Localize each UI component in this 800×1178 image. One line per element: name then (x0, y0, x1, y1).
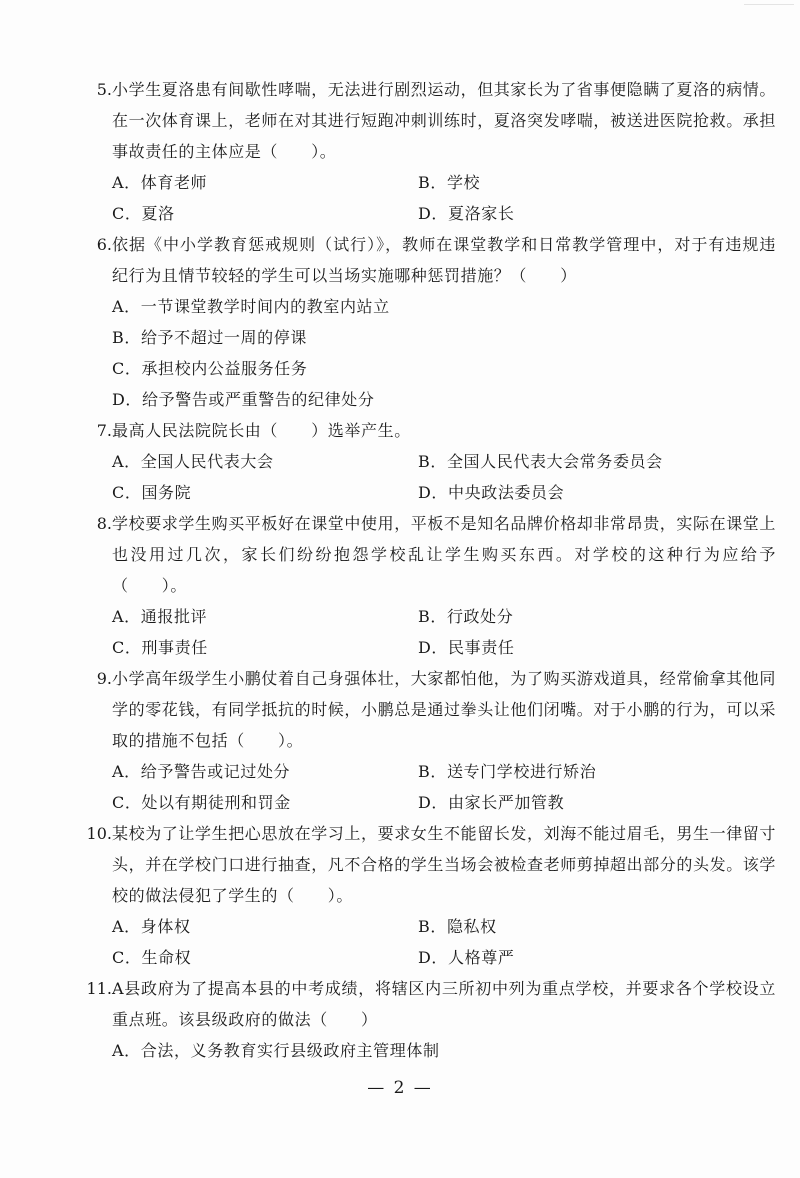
question-8 (86, 508, 776, 663)
question-number: 11. (86, 979, 112, 998)
option-list (112, 911, 776, 973)
option-a: A．给予警告或记过处分 (112, 762, 291, 781)
question-number: 10. (86, 824, 112, 843)
question-stem: 某校为了让学生把心思放在学习上，要求女生不能留长发，刘海不能过眉毛，男生一律留寸头，并在学校门口进行抽查，凡不合格的学生当场会被检查老师剪掉超出部分的头发。该学校的做法侵犯了学生的（ ）。 (112, 824, 777, 905)
option-list (112, 1035, 776, 1066)
option-d: D．民事责任 (418, 638, 515, 657)
question-stem: 小学高年级学生小鹏仗着自己身强体壮，大家都怕他，为了购买游戏道具，经常偷拿其他同学的零花钱，有同学抵抗的时候，小鹏总是通过拳头让他们闭嘴。对于小鹏的行为，可以采取的措施不包括（ ）。 (112, 669, 777, 750)
option-c: C．承担校内公益服务任务 (112, 359, 308, 378)
option-a: A．合法，义务教育实行县级政府主管理体制 (112, 1041, 440, 1060)
question-7 (86, 415, 776, 508)
option-list (112, 601, 776, 663)
option-b: B．全国人民代表大会常务委员会 (418, 452, 663, 471)
question-10 (86, 818, 776, 973)
question-number: 9. (96, 669, 112, 688)
question-stem: 依据《中小学教育惩戒规则（试行）》，教师在课堂教学和日常教学管理中，对于有违规违纪行为且情节较轻的学生可以当场实施哪种惩罚措施？（ ） (112, 235, 776, 285)
option-b: B．送专门学校进行矫治 (418, 762, 597, 781)
option-d: D．由家长严加管教 (418, 793, 565, 812)
option-list (112, 756, 776, 818)
question-stem: 最高人民法院院长由（ ）选举产生。 (112, 421, 411, 440)
option-a: A．全国人民代表大会 (112, 452, 274, 471)
option-d: D．中央政法委员会 (418, 483, 565, 502)
scan-edge-mark (744, 4, 794, 11)
question-number: 5. (96, 80, 112, 99)
question-number: 7. (96, 421, 112, 440)
question-9 (86, 663, 776, 818)
question-stem: 学校要求学生购买平板好在课堂中使用，平板不是知名品牌价格却非常昂贵，实际在课堂上也没用过几次，家长们纷纷抱怨学校乱让学生购买东西。对学校的这种行为应给予（ ）。 (112, 514, 777, 595)
question-5 (86, 74, 776, 229)
option-a: A．身体权 (112, 917, 191, 936)
question-6 (86, 229, 776, 415)
option-a: A．通报批评 (112, 607, 208, 626)
question-number: 6. (96, 235, 112, 254)
question-11 (86, 973, 776, 1066)
page-number: — 2 — (367, 1078, 433, 1098)
option-b: B．行政处分 (418, 607, 514, 626)
question-stem: A县政府为了提高本县的中考成绩，将辖区内三所初中列为重点学校，并要求各个学校设立重点班。该县级政府的做法（ ） (112, 979, 776, 1029)
option-c: C．刑事责任 (112, 638, 208, 657)
option-list (112, 291, 776, 415)
question-number: 8. (96, 514, 112, 533)
option-a: A．一节课堂教学时间内的教室内站立 (112, 297, 390, 316)
question-stem: 小学生夏洛患有间歇性哮喘，无法进行剧烈运动，但其家长为了省事便隐瞒了夏洛的病情。在一次体育课上，老师在对其进行短跑冲刺训练时，夏洛突发哮喘，被送进医院抢救。承担事故责任的主体应是（ ）。 (112, 80, 777, 161)
option-c: C．国务院 (112, 483, 192, 502)
option-d: D．给予警告或严重警告的纪律处分 (112, 390, 375, 409)
option-b: B．给予不超过一周的停课 (112, 328, 307, 347)
option-list (112, 446, 776, 508)
option-d: D．人格尊严 (418, 948, 515, 967)
option-b: B．学校 (418, 173, 481, 192)
option-d: D．夏洛家长 (418, 204, 515, 223)
option-c: C．处以有期徒刑和罚金 (112, 793, 291, 812)
option-a: A．体育老师 (112, 173, 208, 192)
option-list (112, 167, 776, 229)
option-b: B．隐私权 (418, 917, 497, 936)
option-c: C．生命权 (112, 948, 192, 967)
question-list (86, 74, 776, 1066)
option-c: C．夏洛 (112, 204, 175, 223)
